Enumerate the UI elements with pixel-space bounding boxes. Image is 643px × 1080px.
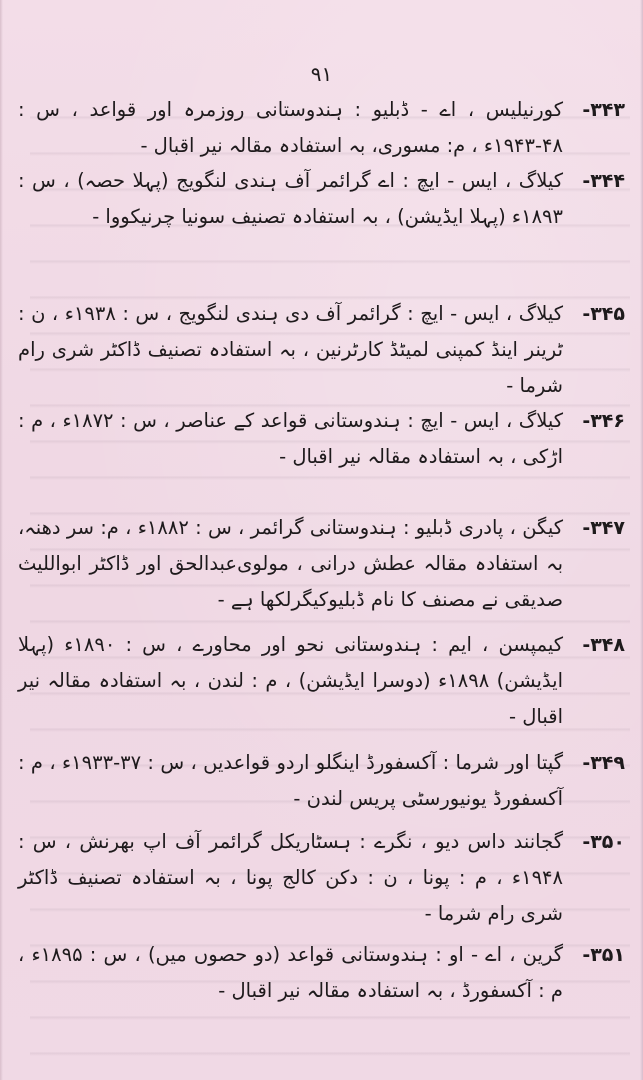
entry-text: کیمپسن ، ایم : ہندوستانی نحو اور محاورے ، س : ۱۸۹۰ء (پہلا ایڈیشن) ۱۸۹۸ء (دوسرا ایڈیشن) ، م : لندن ، بہ استفادہ مقالہ نیر اقبال - [18,633,564,728]
bibliography-entry [18,403,625,510]
entry-text: گپتا اور شرما : آکسفورڈ اینگلو اردو قواعدیں ، س : ۳۷-۱۹۳۳ء ، م : آکسفورڈ یونیورسٹی پریس لندن - [18,751,563,810]
entry-number: -۳۴۶ [582,410,625,432]
entry-text: کورنیلیس ، اے - ڈبلیو : ہندوستانی روزمرہ اور قواعد ، س : ۴۸-۱۹۴۳ء ، م: مسوری، بہ استفادہ مقالہ نیر اقبال - [18,98,563,157]
entry-number: -۳۵۰ [582,831,625,853]
entry-number: -۳۴۳ [582,99,625,121]
bibliography-entry [18,824,625,937]
bibliography-entry [18,627,625,745]
bibliography-entry [18,92,625,163]
entry-number: -۳۴۷ [582,517,625,539]
bibliography-entry [18,296,625,403]
bibliography-entry [18,510,625,627]
bibliography-list [18,92,625,1037]
page-edge-left [0,0,3,1080]
entry-number: -۳۵۱ [582,944,625,966]
entry-number: -۳۴۹ [582,752,625,774]
bibliography-entry [18,745,625,824]
bibliography-entry [18,163,625,296]
entry-text: کیلاگ ، ایس - ایچ : اے گرائمر آف ہندی لنگویج (پہلا حصہ) ، س : ۱۸۹۳ء (پہلا ایڈیشن) ، بہ استفادہ تصنیف سونیا چرنیکووا - [18,169,563,228]
entry-text: کیلاگ ، ایس - ایچ : ہندوستانی قواعد کے عناصر ، س : ۱۸۷۲ء ، م : اڑکی ، بہ استفادہ مقالہ نیر اقبال - [18,409,563,468]
entry-number: -۳۴۵ [582,303,625,325]
entry-text: گرین ، اے - او : ہندوستانی قواعد (دو حصوں میں) ، س : ۱۸۹۵ء ، م : آکسفورڈ ، بہ استفادہ مقالہ نیر اقبال - [18,943,563,1002]
bibliography-entry [18,937,625,1037]
entry-text: کیلاگ ، ایس - ایچ : گرائمر آف دی ہندی لنگویج ، س : ۱۹۳۸ء ، ن : ٹرینر اینڈ کمپنی لمیٹڈ کارٹرنین ، بہ استفادہ تصنیف ڈاکٹر شری رام شرما - [18,302,563,397]
page-number: ۹۱ [310,62,333,86]
entry-number: -۳۴۴ [582,170,625,192]
entry-text: کیگن ، پادری ڈبلیو : ہندوستانی گرائمر ، س : ۱۸۸۲ء ، م: سر دھنہ، بہ استفادہ مقالہ عطش درانی ، مولوی‌عبدالحق اور ڈاکٹر ابواللیث صدیقی نے مصنف کا نام ڈبلیوکیگرلکھا ہے - [18,516,563,611]
entry-text: گجانند داس دیو ، نگرے : ہسٹاریکل گرائمر آف اپ بھرنش ، س : ۱۹۴۸ء ، م : پونا ، ن : دکن کالج پونا ، بہ استفادہ تصنیف ڈاکٹر شری رام شرما - [18,830,563,925]
entry-number: -۳۴۸ [582,634,625,656]
